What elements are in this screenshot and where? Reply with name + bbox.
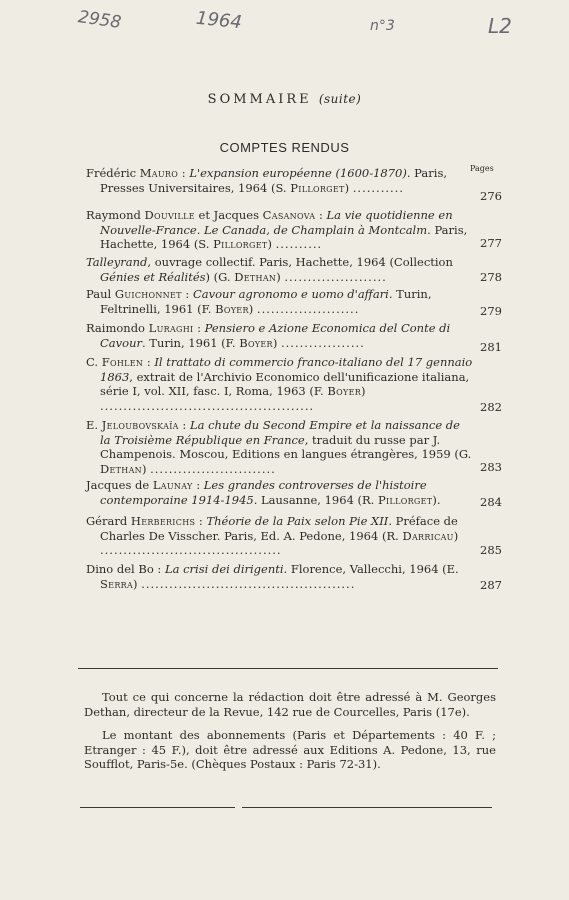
footer-rule-right bbox=[242, 807, 492, 808]
toc-page-number: 281 bbox=[480, 340, 502, 354]
toc-entry: Paul Guichonnet : Cavour agronomo e uomo d'affari. Turin, Feltrinelli, 1961 (F. Boyer) ...................... bbox=[86, 287, 432, 316]
toc-entry: Gérard Herberichs : Théorie de la Paix selon Pie XII. Préface de Charles De Visscher. Paris, Ed. A. Pedone, 1964 (R. Darricau) ....................................... bbox=[86, 514, 459, 557]
toc-entry: Talleyrand, ouvrage collectif. Paris, Hachette, 1964 (Collection Génies et Réalités) (G. Dethan) ...................... bbox=[86, 255, 453, 284]
toc-entry: C. Fohlen : Il trattato di commercio franco-italiano del 17 gennaio 1863, extrait de l'Archivio Economico dell'unificazione italiana, série I, vol. XII, fasc. I, Roma, 1963 (F. Boyer) .............................................. bbox=[86, 355, 473, 413]
footer-rule-left bbox=[80, 807, 235, 808]
toc-entry: E. Jeloubovskaïa : La chute du Second Empire et la naissance de la Troisième République en France, traduit du russe par J. Champenois. Moscou, Editions en langues étrangères, 1959 (G. Dethan) ........................... bbox=[86, 418, 472, 476]
toc-page-number: 278 bbox=[480, 270, 502, 284]
handwritten-code: L2 bbox=[488, 14, 512, 38]
editorial-note: Tout ce qui concerne la rédaction doit être adressé à M. Georges Dethan, directeur de la Revue, 142 rue de Courcelles, Paris (17e). bbox=[84, 690, 496, 719]
toc-page-number: 277 bbox=[480, 236, 502, 250]
handwritten-issue: n°3 bbox=[370, 18, 395, 34]
handwritten-number-1: 2958 bbox=[76, 7, 123, 33]
toc-entry: Frédéric Mauro : L'expansion européenne (1600-1870). Paris, Presses Universitaires, 1964 (S. Pillorget) ........... bbox=[86, 166, 447, 195]
toc-page-number: 284 bbox=[480, 495, 502, 509]
toc-page-number: 282 bbox=[480, 400, 502, 414]
toc-entry: Dino del Bo : La crisi dei dirigenti. Florence, Vallecchi, 1964 (E. Serra) .............................................. bbox=[86, 562, 459, 591]
pages-column-label: Pages bbox=[470, 164, 494, 173]
page-title bbox=[0, 92, 569, 107]
divider-rule bbox=[78, 668, 498, 669]
toc-page-number: 287 bbox=[480, 578, 502, 592]
toc-entry: Jacques de Launay : Les grandes controverses de l'histoire contemporaine 1914-1945. Lausanne, 1964 (R. Pillorget). bbox=[86, 478, 441, 507]
toc-page-number: 283 bbox=[480, 460, 502, 474]
title-text: SOMMAIRE bbox=[207, 92, 312, 107]
toc-page-number: 276 bbox=[480, 189, 502, 203]
toc-entry: Raimondo Luraghi : Pensiero e Azione Economica del Conte di Cavour. Turin, 1961 (F. Boyer) .................. bbox=[86, 321, 451, 350]
title-suffix: (suite) bbox=[318, 92, 362, 106]
toc-page-number: 279 bbox=[480, 304, 502, 318]
handwritten-year: 1964 bbox=[195, 7, 243, 34]
toc-entry: Raymond Douville et Jacques Casanova : La vie quotidienne en Nouvelle-France. Le Canada, de Champlain à Montcalm. Paris, Hachette, 1964 (S. Pillorget) .......... bbox=[86, 208, 468, 251]
subscription-note: Le montant des abonnements (Paris et Départements : 40 F. ; Etranger : 45 F.), doit être adressé aux Editions A. Pedone, 13, rue Soufflot, Paris-5e. (Chèques Postaux : Paris 72-31). bbox=[84, 728, 496, 771]
toc-page-number: 285 bbox=[480, 543, 502, 557]
section-title: COMPTES RENDUS bbox=[219, 140, 350, 155]
